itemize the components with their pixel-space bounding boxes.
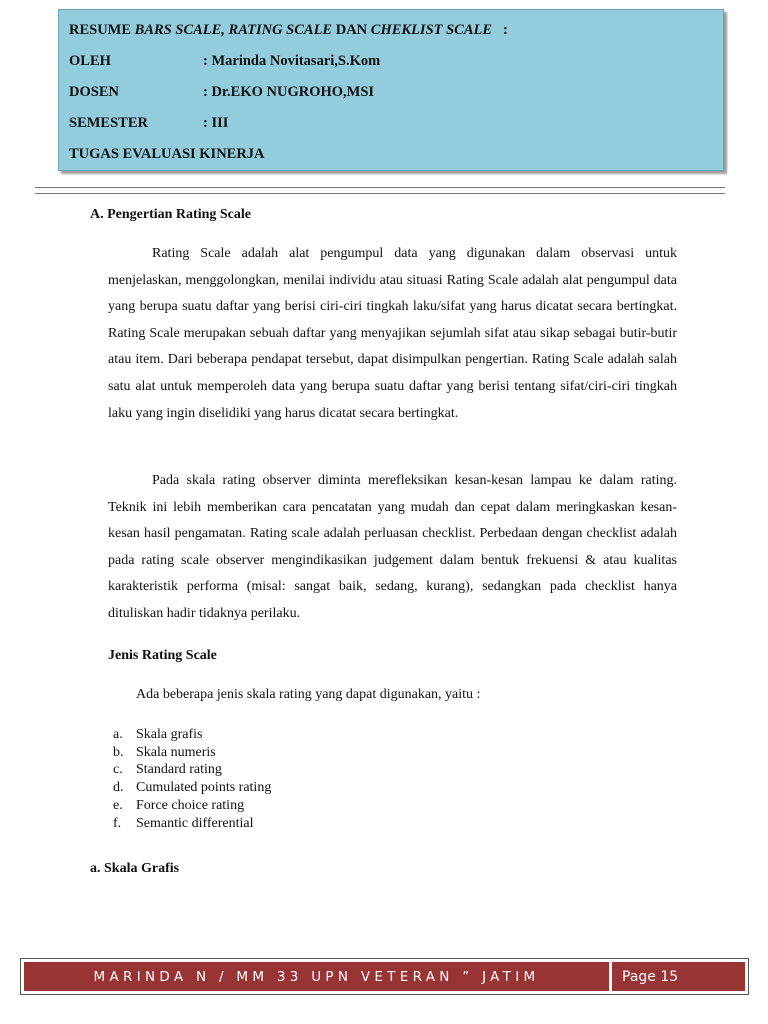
list-text: Standard rating [136,762,222,778]
jenis-heading: Jenis Rating Scale [108,648,217,663]
list-item [113,779,271,797]
list-marker: e. [113,798,123,814]
list-item [113,726,271,744]
list-marker: c. [113,762,123,778]
list-item [113,815,271,833]
skala-grafis-heading: a. Skala Grafis [90,861,180,876]
list-text: Cumulated points rating [136,780,272,796]
rating-types-list [113,726,271,833]
list-item [113,744,271,762]
page-number: Page 15 [612,962,745,991]
list-marker: a. [113,726,123,742]
paragraph-2 [108,468,677,628]
title-italic-1: BARS SCALE, RATING SCALE [134,22,333,38]
document-header-box [58,9,724,171]
list-text: Semantic differential [136,815,254,831]
header-row-lecturer [69,77,723,108]
header-title [69,15,723,46]
paragraph-1 [108,241,677,427]
lecturer-value: : Dr.EKO NUGROHO,MSI [203,84,375,100]
list-text: Skala grafis [136,726,203,742]
section-a-heading: A. Pengertian Rating Scale [90,207,251,222]
header-task [69,139,723,170]
jenis-intro: Ada beberapa jenis skala rating yang dapat digunakan, yaitu : [136,687,481,702]
list-item [113,797,271,815]
list-marker: f. [113,815,122,831]
title-prefix: RESUME [69,22,132,38]
author-label: OLEH [69,53,111,69]
footer-author: MARINDA N / MM 33 UPN VETERAN ” JATIM [24,962,609,991]
page-footer [20,958,749,995]
title-italic-2: CHEKLIST SCALE [370,22,493,38]
list-text: Force choice rating [136,798,245,814]
semester-label: SEMESTER [69,115,148,131]
lecturer-label: DOSEN [69,84,119,100]
semester-value: : III [203,115,229,131]
author-value: : Marinda Novitasari,S.Kom [203,53,381,69]
list-text: Skala numeris [136,744,216,760]
header-row-semester [69,108,723,139]
list-marker: b. [113,744,124,760]
title-mid: DAN [335,22,368,38]
divider-line-top [35,187,725,188]
paragraph-2-text: Pada skala rating observer diminta merefleksikan kesan-kesan lampau ke dalam rating. Teknik ini lebih memberikan cara pencatatan yang mudah dan cepat dalam meringkaskan kesan-kesan hasil pengamatan. Rating scale adalah perluasan checklist. Perbedaan dengan checklist adalah pada rating scale observer mengindikasikan judgement dalam bentuk frekuensi & atau kualitas karakteristik performa (misal: sangat baik, sedang, kurang), sedangkan pada checklist hanya dituliskan hadir tidaknya perilaku. [108,473,677,621]
list-marker: d. [113,780,124,796]
list-item [113,762,271,780]
task-title: TUGAS EVALUASI KINERJA [69,146,265,162]
divider-line-bottom [35,193,725,194]
header-row-author [69,46,723,77]
title-suffix: : [502,22,508,38]
paragraph-1-text: Rating Scale adalah alat pengumpul data yang digunakan dalam observasi untuk menjelaskan, menggolongkan, menilai individu atau situasi Rating Scale adalah alat pengumpul data yang berupa suatu daftar yang berisi ciri-ciri tingkah laku/sifat yang harus dicatat secara bertingkat. Rating Scale merupakan sebuah daftar yang menyajikan sejumlah sifat atau sikap sebagai butir-butir atau item. Dari beberapa pendapat tersebut, dapat disimpulkan pengertian. Rating Scale adalah salah satu alat untuk memperoleh data yang berupa suatu daftar yang berisi tentang sifat/ciri-ciri tingkah laku yang ingin diselidiki yang harus dicatat secara bertingkat. [108,246,677,421]
